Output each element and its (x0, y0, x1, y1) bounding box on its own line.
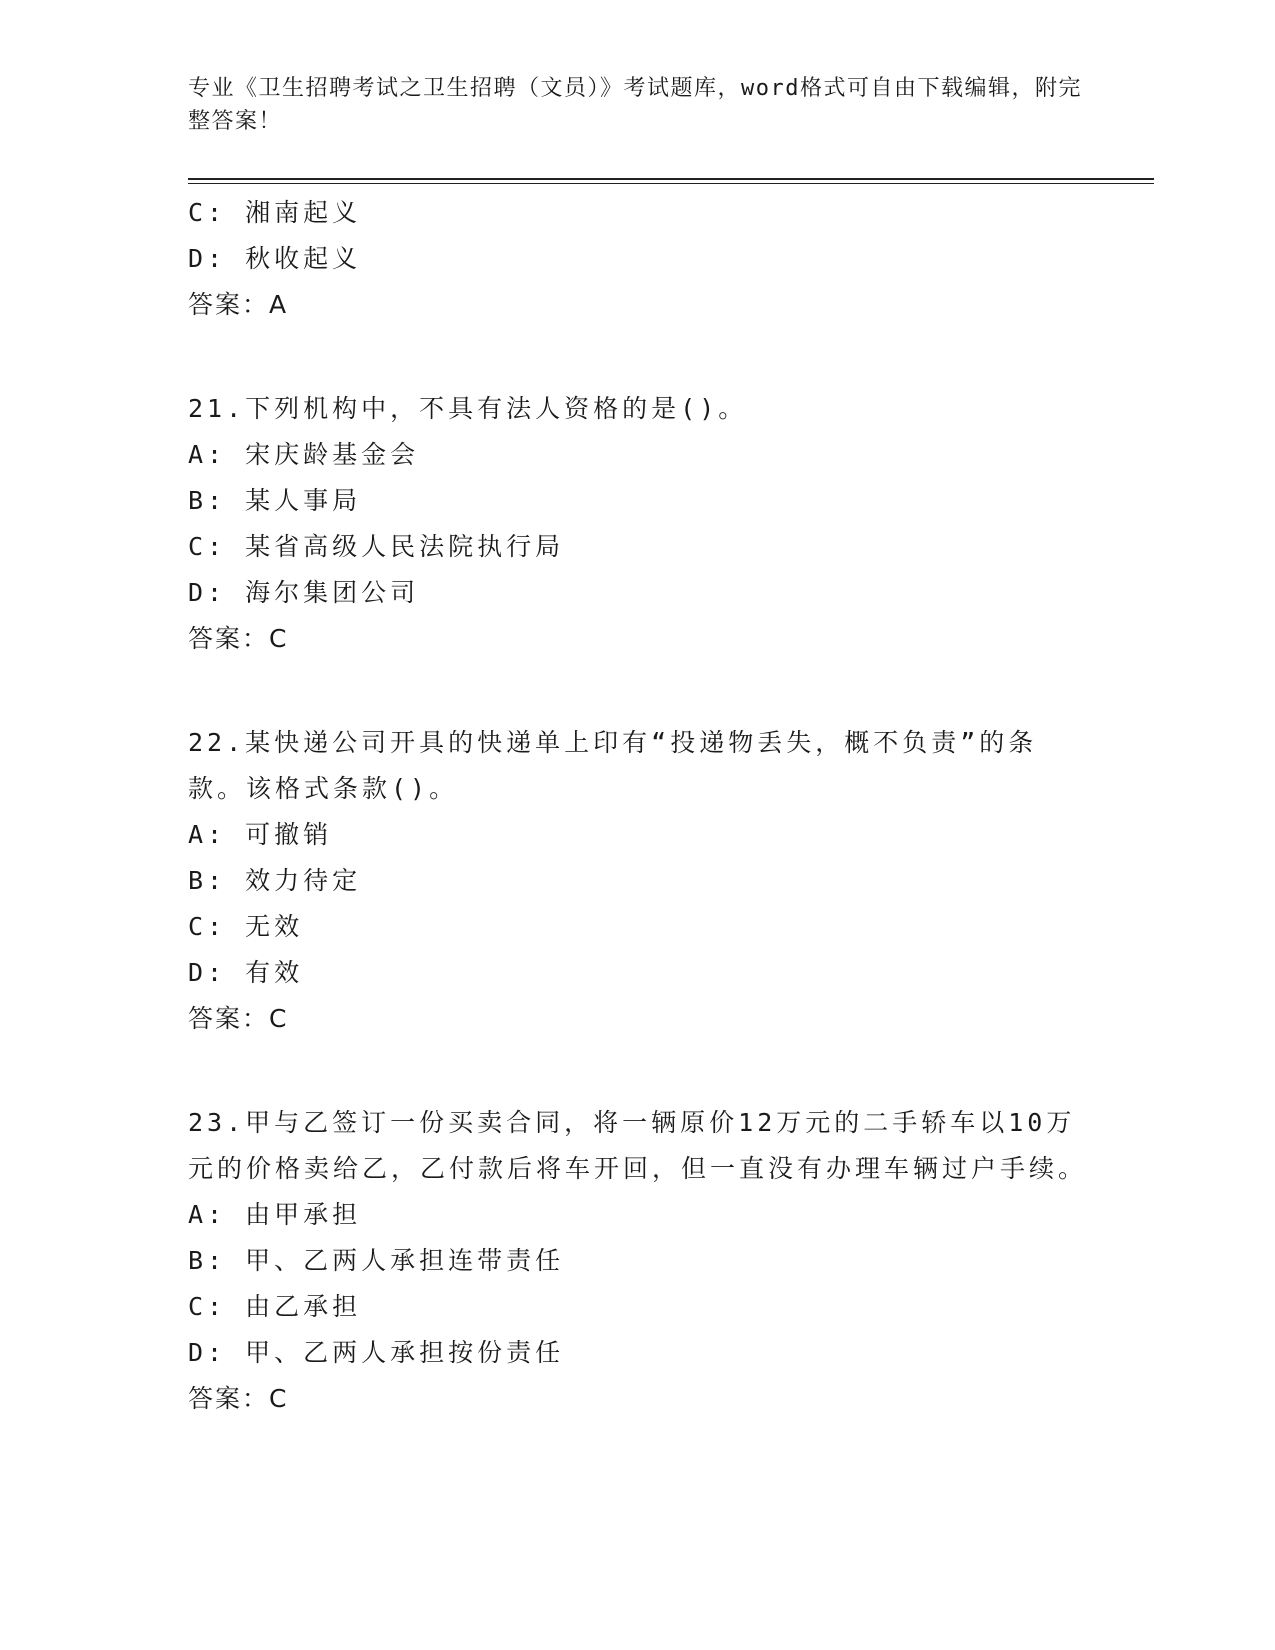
option-c: C: 某省高级人民法院执行局 (188, 532, 565, 561)
option-c: C: 无效 (188, 912, 304, 941)
question-23 (188, 1100, 1088, 1422)
question-list (188, 190, 1088, 1422)
option-c: C: 湘南起义 (188, 198, 362, 227)
option-c: C: 由乙承担 (188, 1292, 362, 1321)
header-divider-thin (188, 183, 1154, 184)
answer: 答案：C (188, 1384, 289, 1413)
option-d: D: 秋收起义 (188, 244, 362, 273)
answer: 答案：C (188, 624, 289, 653)
answer: 答案：C (188, 1004, 289, 1033)
question-text: 22.某快递公司开具的快递单上印有“投递物丢失，概不负责”的条款。该格式条款()。 (188, 728, 1038, 803)
option-b: B: 效力待定 (188, 866, 362, 895)
option-a: A: 宋庆龄基金会 (188, 440, 420, 469)
option-b: B: 某人事局 (188, 486, 362, 515)
question-22 (188, 720, 1088, 1042)
question-text: 23.甲与乙签订一份买卖合同，将一辆原价12万元的二手轿车以10万元的价格卖给乙，乙付款后将车开回，但一直没有办理车辆过户手续。 (188, 1108, 1088, 1183)
page-header: 专业《卫生招聘考试之卫生招聘（文员）》考试题库，word格式可自由下载编辑，附完整答案！ (188, 76, 1082, 134)
option-a: A: 由甲承担 (188, 1200, 362, 1229)
option-b: B: 甲、乙两人承担连带责任 (188, 1246, 565, 1275)
option-d: D: 有效 (188, 958, 304, 987)
prev-question (188, 190, 1088, 328)
answer: 答案：A (188, 290, 289, 319)
option-a: A: 可撤销 (188, 820, 333, 849)
option-d: D: 甲、乙两人承担按份责任 (188, 1338, 565, 1367)
question-21 (188, 386, 1088, 662)
question-text: 21.下列机构中，不具有法人资格的是()。 (188, 394, 748, 423)
option-d: D: 海尔集团公司 (188, 578, 420, 607)
header-divider (188, 178, 1154, 180)
